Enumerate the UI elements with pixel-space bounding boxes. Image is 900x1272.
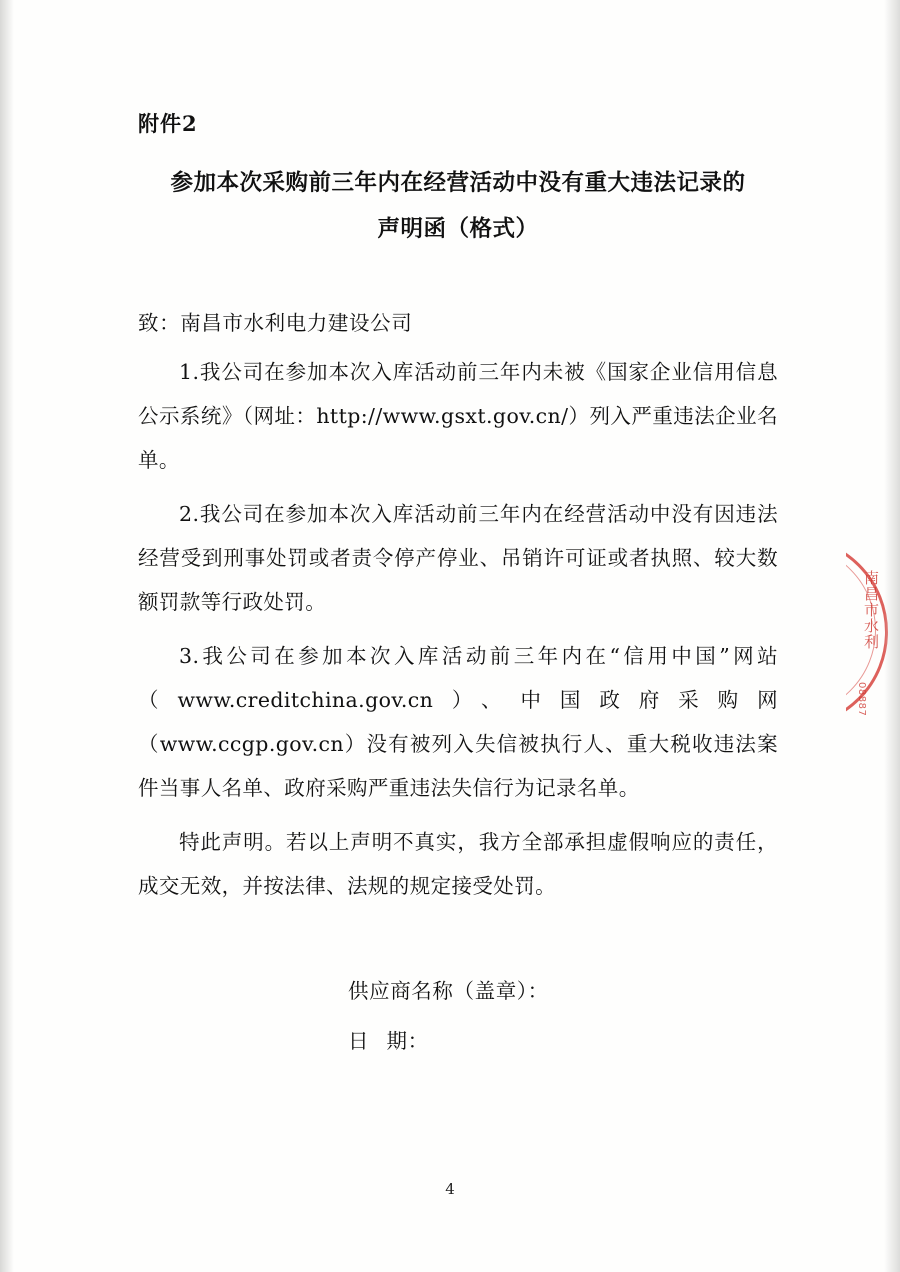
document-body (138, 108, 778, 1066)
signature-block (138, 966, 778, 1066)
red-seal-stamp (846, 536, 892, 722)
date-label-suffix: 期： (386, 1029, 429, 1053)
addressee-line: 致：南昌市水利电力建设公司 (138, 311, 413, 335)
date-label-prefix: 日 (348, 1029, 387, 1053)
stamp-text: 南昌市水利 (862, 570, 880, 650)
clause-paragraph-2: 2.我公司在参加本次入库活动前三年内在经营活动中没有因违法经营受到刑事处罚或者责令停产停业、吊销许可证或者执照、较大数额罚款等行政处罚。 (138, 502, 778, 614)
page-title (138, 160, 778, 252)
stamp-outer-ring (846, 536, 888, 722)
title-line-1: 参加本次采购前三年内在经营活动中没有重大违法记录的 (170, 170, 746, 196)
declaration-paragraph: 特此声明。若以上声明不真实，我方全部承担虚假响应的责任，成交无效，并按法律、法规的规定接受处罚。 (138, 830, 778, 898)
supplier-name-label: 供应商名称（盖章）： (348, 979, 549, 1003)
clause-paragraph-3: 3.我公司在参加本次入库活动前三年内在“信用中国”网站（www.creditchina.gov.cn）、中国政府采购网（www.ccgp.gov.cn）没有被列入失信被执行人、重大税收违法案件当事人名单、政府采购严重违法失信行为记录名单。 (138, 644, 778, 800)
stamp-inner-ring (846, 544, 876, 716)
attachment-label: 附件2 (138, 111, 198, 136)
page-number: 4 (445, 1180, 455, 1198)
clause-paragraph-1: 1.我公司在参加本次入库活动前三年内未被《国家企业信用信息公示系统》（网址：http://www.gsxt.gov.cn/）列入严重违法企业名单。 (138, 360, 778, 472)
stamp-number: 08887 (856, 682, 867, 717)
date-label (348, 1016, 778, 1066)
title-line-2: 声明函（格式） (377, 216, 539, 242)
